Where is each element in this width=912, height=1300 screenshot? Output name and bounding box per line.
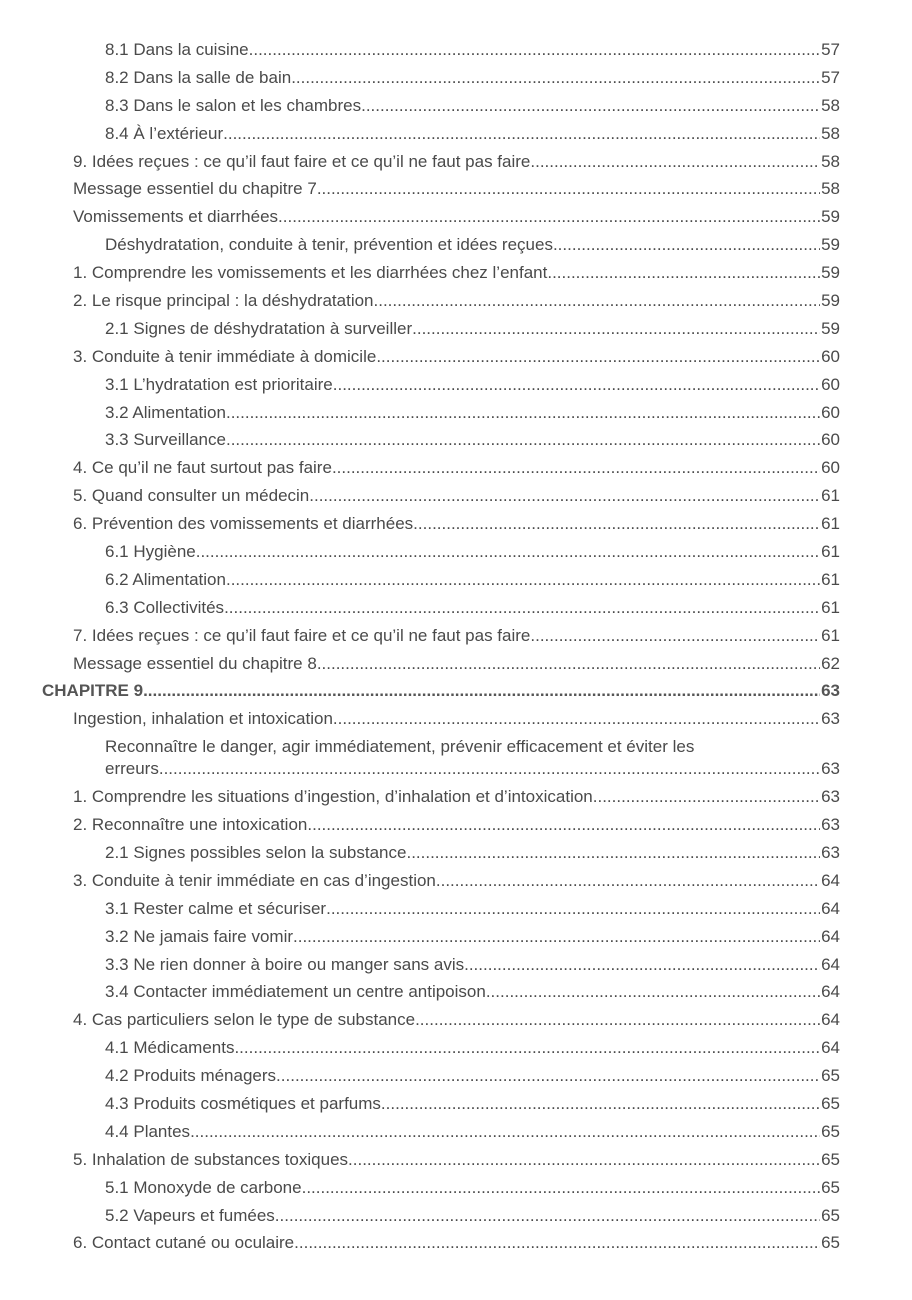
dot-leader: [361, 95, 820, 117]
toc-page-number: 60: [821, 402, 840, 422]
toc-entry-title: 8.3 Dans le salon et les chambres: [105, 95, 362, 115]
toc-entry-title: 3.1 Rester calme et sécuriser: [105, 898, 327, 918]
toc-page-number: 63: [821, 787, 840, 807]
toc-entry-title: Vomissements et diarrhées: [73, 207, 279, 227]
toc-entry[interactable]: [0, 1121, 912, 1143]
toc-entry-title: Message essentiel du chapitre 7: [73, 179, 317, 199]
dot-leader: [464, 954, 820, 976]
toc-entry-title: 4.3 Produits cosmétiques et parfums: [105, 1093, 381, 1113]
toc-entry-title: 6.1 Hygiène: [105, 542, 196, 562]
toc-page-number: 60: [821, 458, 840, 478]
toc-page-number: 57: [821, 40, 840, 59]
dot-leader: [226, 569, 820, 591]
toc-entry-title: CHAPITRE 9: [42, 681, 144, 701]
toc-page-number: 63: [821, 709, 840, 729]
dot-leader: [412, 318, 820, 340]
toc-entry-title: 5. Inhalation de substances toxiques: [73, 1149, 349, 1169]
toc-entry[interactable]: [0, 1149, 912, 1171]
dot-leader: [413, 513, 820, 535]
toc-page-number: 61: [821, 625, 840, 645]
toc-entry-title: Ingestion, inhalation et intoxication: [73, 709, 333, 729]
toc-page-number: 64: [821, 870, 840, 890]
toc-page-number: 64: [821, 1010, 840, 1030]
dot-leader: [333, 374, 820, 396]
toc-entry-title: 1. Comprendre les situations d’ingestion, d’inhalation et d’intoxication: [73, 787, 593, 807]
toc-entry-title-line: Reconnaître le danger, agir immédiatement, prévenir efficacement et éviter les: [105, 737, 695, 757]
toc-entry[interactable]: [0, 402, 912, 424]
toc-entry-title: 2.1 Signes de déshydratation à surveiller: [105, 318, 413, 338]
toc-page-number: 59: [821, 235, 840, 255]
dot-leader: [249, 39, 820, 61]
dot-leader: [406, 842, 820, 864]
dot-leader: [223, 123, 820, 145]
toc-entry[interactable]: [0, 262, 912, 284]
toc-entry[interactable]: [0, 954, 912, 976]
toc-entry-title: 8.2 Dans la salle de bain: [105, 67, 292, 87]
toc-entry[interactable]: [0, 123, 912, 145]
toc-entry-title: 3.4 Contacter immédiatement un centre antipoison: [105, 982, 486, 1002]
toc-page-number: 59: [821, 207, 840, 227]
dot-leader: [381, 1093, 820, 1115]
dot-leader: [294, 1232, 820, 1254]
toc-page-number: 58: [821, 95, 840, 115]
toc-page-number: 65: [821, 1066, 840, 1086]
toc-entry-title: 6.2 Alimentation: [105, 569, 226, 589]
toc-entry[interactable]: [0, 842, 912, 864]
toc-page-number: 58: [821, 123, 840, 143]
toc-entry-title: 3.2 Alimentation: [105, 402, 226, 422]
toc-entry[interactable]: [0, 1205, 912, 1227]
toc-page-number: 60: [821, 346, 840, 366]
toc-entry[interactable]: [0, 39, 912, 61]
table-of-contents: [0, 39, 912, 1260]
toc-entry[interactable]: [0, 653, 912, 675]
dot-leader: [415, 1009, 820, 1031]
toc-entry[interactable]: [0, 1037, 912, 1059]
toc-entry[interactable]: [0, 318, 912, 340]
toc-entry[interactable]: [0, 1065, 912, 1087]
toc-page-number: 61: [821, 486, 840, 506]
toc-page-number: 60: [821, 430, 840, 450]
dot-leader: [317, 178, 820, 200]
toc-entry-title: 6.3 Collectivités: [105, 597, 225, 617]
toc-entry[interactable]: [0, 1009, 912, 1031]
toc-entry[interactable]: [0, 513, 912, 535]
dot-leader: [143, 680, 820, 702]
toc-entry-title: 3.3 Surveillance: [105, 430, 226, 450]
dot-leader: [226, 402, 820, 424]
toc-page-number: 64: [821, 926, 840, 946]
dot-leader: [224, 597, 820, 619]
toc-entry[interactable]: [0, 346, 912, 368]
toc-entry-title: 5.1 Monoxyde de carbone: [105, 1177, 302, 1197]
toc-page-number: 61: [821, 514, 840, 534]
dot-leader: [326, 898, 820, 920]
toc-entry[interactable]: [0, 178, 912, 200]
dot-leader: [234, 1037, 820, 1059]
dot-leader: [226, 429, 820, 451]
toc-entry[interactable]: [0, 374, 912, 396]
toc-page-number: 62: [821, 653, 840, 673]
toc-page-number: 58: [821, 151, 840, 171]
dot-leader: [530, 625, 820, 647]
toc-entry-title: 2. Le risque principal : la déshydratation: [73, 291, 374, 311]
dot-leader: [190, 1121, 820, 1143]
toc-chapter-heading[interactable]: [0, 680, 912, 702]
toc-page-number: 59: [821, 291, 840, 311]
toc-page-number: 65: [821, 1177, 840, 1197]
toc-entry-title: 2.1 Signes possibles selon la substance: [105, 842, 407, 862]
toc-page-number: 61: [821, 597, 840, 617]
toc-entry[interactable]: [0, 95, 912, 117]
dot-leader: [275, 1205, 820, 1227]
dot-leader: [376, 346, 820, 368]
toc-page-number: 57: [821, 67, 840, 87]
toc-page-number: 63: [821, 815, 840, 835]
toc-entry-title: 5. Quand consulter un médecin: [73, 486, 310, 506]
toc-page-number: 64: [821, 898, 840, 918]
toc-entry[interactable]: [0, 151, 912, 173]
toc-entry-title: 9. Idées reçues : ce qu’il faut faire et ce qu’il ne faut pas faire: [73, 151, 531, 171]
toc-entry-title: 8.1 Dans la cuisine: [105, 40, 249, 59]
toc-entry[interactable]: [0, 1232, 912, 1254]
toc-entry-title: 3.2 Ne jamais faire vomir: [105, 926, 294, 946]
toc-entry[interactable]: [0, 206, 912, 228]
dot-leader: [553, 234, 820, 256]
toc-entry[interactable]: [0, 1177, 912, 1199]
toc-entry-title: 4.1 Médicaments: [105, 1038, 235, 1058]
toc-entry[interactable]: [0, 870, 912, 892]
toc-page-number: 58: [821, 179, 840, 199]
dot-leader: [293, 926, 820, 948]
toc-entry-title: 7. Idées reçues : ce qu’il faut faire et ce qu’il ne faut pas faire: [73, 625, 531, 645]
dot-leader: [159, 758, 820, 780]
dot-leader: [196, 541, 820, 563]
toc-entry[interactable]: [0, 290, 912, 312]
toc-entry-title: 4.2 Produits ménagers: [105, 1066, 277, 1086]
dot-leader: [309, 485, 820, 507]
dot-leader: [486, 981, 820, 1003]
toc-entry-title: 3.3 Ne rien donner à boire ou manger sans avis: [105, 954, 465, 974]
toc-page-number: 63: [821, 759, 840, 779]
dot-leader: [291, 67, 820, 89]
toc-entry[interactable]: [0, 234, 912, 256]
toc-entry-title: 3. Conduite à tenir immédiate à domicile: [73, 346, 377, 366]
toc-page-number: 64: [821, 982, 840, 1002]
toc-page-number: 59: [821, 263, 840, 283]
toc-page-number: 65: [821, 1121, 840, 1141]
toc-entry[interactable]: [0, 67, 912, 89]
dot-leader: [332, 457, 820, 479]
toc-page-number: 63: [821, 842, 840, 862]
dot-leader: [333, 708, 820, 730]
toc-entry[interactable]: [0, 708, 912, 730]
toc-entry-title: 1. Comprendre les vomissements et les diarrhées chez l’enfant: [73, 263, 548, 283]
toc-entry-title: 4. Cas particuliers selon le type de substance: [73, 1010, 416, 1030]
toc-entry[interactable]: [0, 625, 912, 647]
toc-entry[interactable]: [0, 1093, 912, 1115]
toc-entry-title: Déshydratation, conduite à tenir, prévention et idées reçues: [105, 235, 553, 255]
toc-entry[interactable]: [0, 786, 912, 808]
toc-entry[interactable]: [0, 814, 912, 836]
toc-entry[interactable]: [0, 926, 912, 948]
dot-leader: [374, 290, 821, 312]
dot-leader: [348, 1149, 820, 1171]
toc-entry-title: 3. Conduite à tenir immédiate en cas d’ingestion: [73, 870, 436, 890]
toc-page-number: 65: [821, 1093, 840, 1113]
toc-page-number: 65: [821, 1205, 840, 1225]
toc-entry[interactable]: [0, 569, 912, 591]
toc-entry[interactable]: [0, 541, 912, 563]
dot-leader: [530, 151, 820, 173]
dot-leader: [278, 206, 820, 228]
toc-page-number: 65: [821, 1149, 840, 1169]
toc-entry-title: 3.1 L’hydratation est prioritaire: [105, 374, 333, 394]
toc-entry-title: 5.2 Vapeurs et fumées: [105, 1205, 275, 1225]
toc-entry[interactable]: [0, 597, 912, 619]
toc-page-number: 59: [821, 318, 840, 338]
toc-entry[interactable]: [0, 485, 912, 507]
toc-page-number: 60: [821, 374, 840, 394]
toc-entry-title: 4.4 Plantes: [105, 1121, 191, 1141]
toc-entry[interactable]: [0, 981, 912, 1003]
toc-entry-title: Message essentiel du chapitre 8: [73, 653, 317, 673]
toc-entry-title: 4. Ce qu’il ne faut surtout pas faire: [73, 458, 332, 478]
dot-leader: [547, 262, 820, 284]
toc-entry[interactable]: [0, 898, 912, 920]
dot-leader: [307, 814, 820, 836]
toc-entry[interactable]: [0, 429, 912, 451]
toc-entry[interactable]: [0, 457, 912, 479]
toc-entry-title: erreurs: [105, 759, 159, 779]
dot-leader: [436, 870, 820, 892]
toc-page-number: 61: [821, 569, 840, 589]
toc-page-number: 61: [821, 542, 840, 562]
toc-entry-title: 6. Contact cutané ou oculaire: [73, 1233, 295, 1253]
toc-entry-title: 6. Prévention des vomissements et diarrhées: [73, 514, 414, 534]
toc-entry-title: 2. Reconnaître une intoxication: [73, 815, 308, 835]
dot-leader: [302, 1177, 820, 1199]
toc-page-number: 65: [821, 1233, 840, 1253]
toc-entry[interactable]: [0, 736, 912, 780]
toc-page-number: 64: [821, 954, 840, 974]
dot-leader: [317, 653, 820, 675]
dot-leader: [276, 1065, 820, 1087]
toc-entry-title: 8.4 À l’extérieur: [105, 123, 224, 143]
dot-leader: [593, 786, 820, 808]
toc-page-number: 64: [821, 1038, 840, 1058]
toc-page-number: 63: [821, 681, 840, 701]
